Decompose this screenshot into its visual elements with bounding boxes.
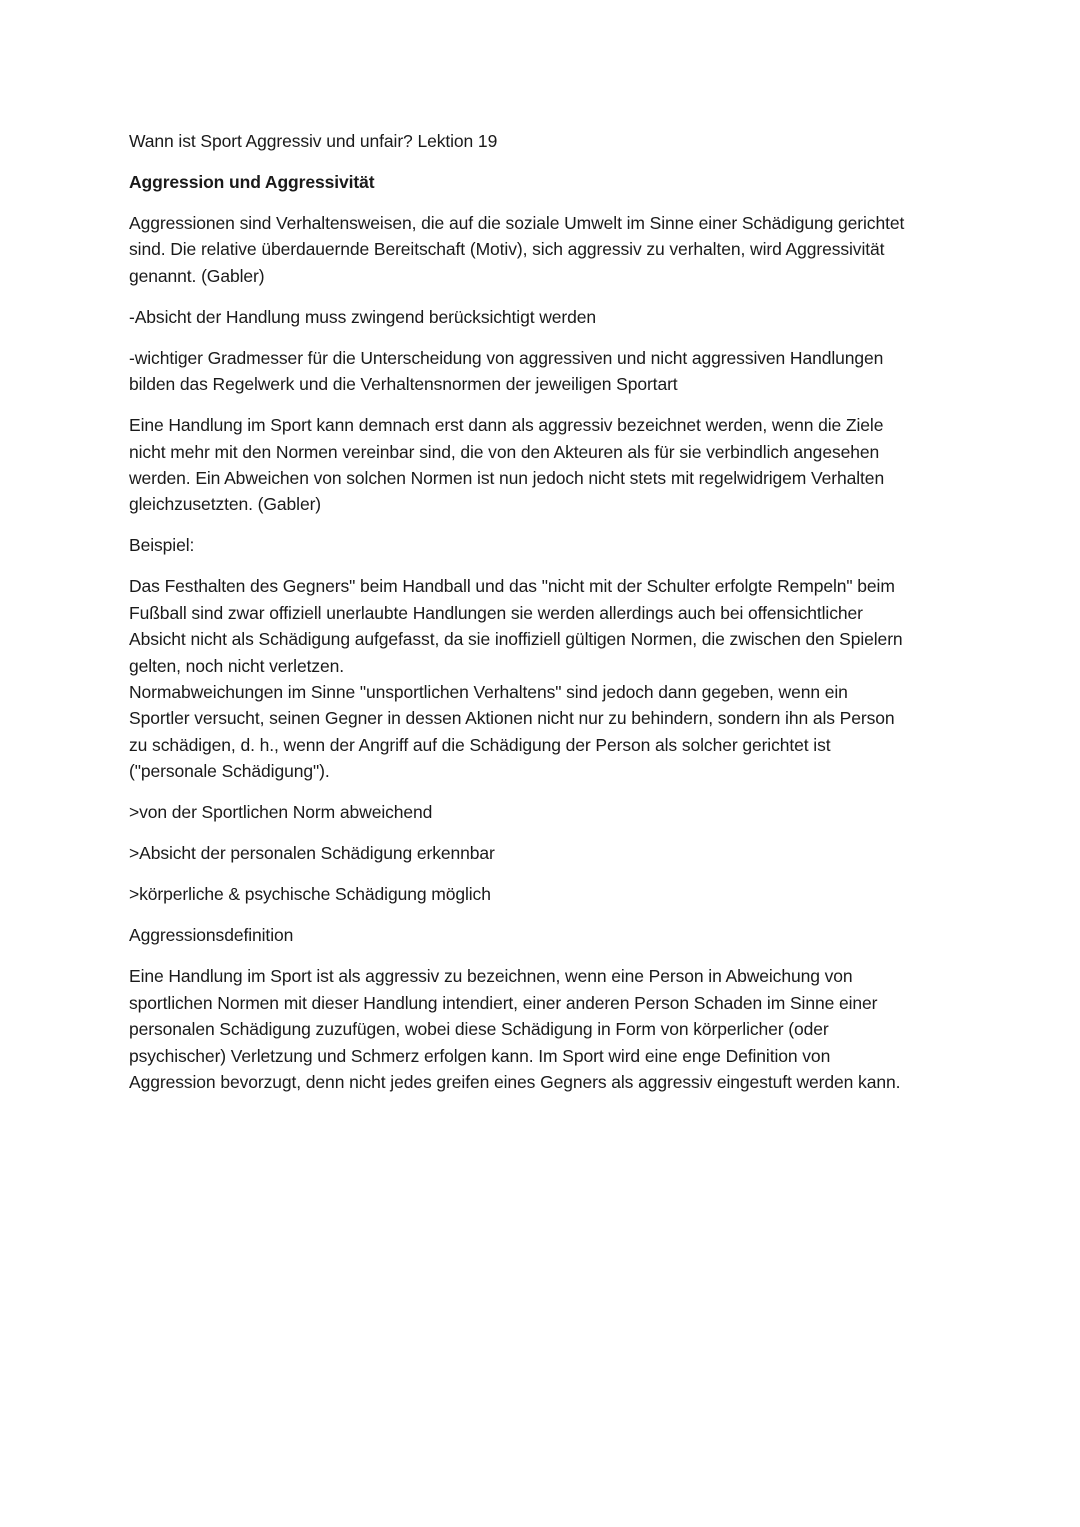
note-measure: -wichtiger Gradmesser für die Unterscheidung von aggressiven und nicht aggressiven Handlungen bilden das Regelwerk und die Verhaltensnormen der jeweiligen Sportart <box>129 347 884 395</box>
example-label: Beispiel: <box>129 535 195 556</box>
norm-deviation-paragraph: Normabweichungen im Sinne "unsportlichen Verhaltens" sind jedoch dann gegeben, wenn ein Sportler versucht, seinen Gegner in dessen Aktionen nicht nur zu behindern, sondern ihn als Person zu schädigen, d. h., wenn der Angriff auf die Schädigung der Person als solcher gerichtet ist ("personale Schädigung"). <box>129 682 895 782</box>
intro-paragraph: Aggressionen sind Verhaltensweisen, die auf die soziale Umwelt im Sinne einer Schädigung gerichtet sind. Die relative überdauernde Bereitschaft (Motiv), sich aggressiv zu verhalten, wird Aggressivität genannt. (Gabler) <box>129 213 905 286</box>
criterion-item: >von der Sportlichen Norm abweichend <box>129 802 433 823</box>
document-page <box>129 128 959 1110</box>
example-paragraph: Das Festhalten des Gegners" beim Handball und das "nicht mit der Schulter erfolgte Rempeln" beim Fußball sind zwar offiziell unerlaubte Handlungen sie werden allerdings auch bei offensichtlicher Absicht nicht als Schädigung aufgefasst, da sie inoffiziell gültigen Normen, die zwischen den Spielern gelten, noch nicht verletzen. <box>129 576 903 676</box>
note-intent: -Absicht der Handlung muss zwingend berücksichtigt werden <box>129 306 597 327</box>
norms-paragraph: Eine Handlung im Sport kann demnach erst dann als aggressiv bezeichnet werden, wenn die Ziele nicht mehr mit den Normen vereinbar sind, die von den Akteuren als für sie verbindlich angesehen werden. Ein Abweichen von solchen Normen ist nun jedoch nicht stets mit regelwidrigem Verhalten gleichzusetzten. (Gabler) <box>129 415 885 515</box>
criterion-item: >Absicht der personalen Schädigung erkennbar <box>129 843 495 864</box>
definition-paragraph: Eine Handlung im Sport ist als aggressiv zu bezeichnen, wenn eine Person in Abweichung von sportlichen Normen mit dieser Handlung intendiert, einer anderen Person Schaden im Sinne einer personalen Schädigung zuzufügen, wobei diese Schädigung in Form von körperlicher (oder psychischer) Verletzung und Schmerz erfolgen kann. Im Sport wird eine enge Definition von Aggression bevorzugt, denn nicht jedes greifen eines Gegners als aggressiv eingestuft werden kann. <box>129 966 901 1092</box>
criterion-item: >körperliche & psychische Schädigung möglich <box>129 884 491 905</box>
section-heading: Aggression und Aggressivität <box>129 172 375 192</box>
definition-label: Aggressionsdefinition <box>129 925 294 946</box>
document-title-line: Wann ist Sport Aggressiv und unfair? Lektion 19 <box>129 131 498 151</box>
